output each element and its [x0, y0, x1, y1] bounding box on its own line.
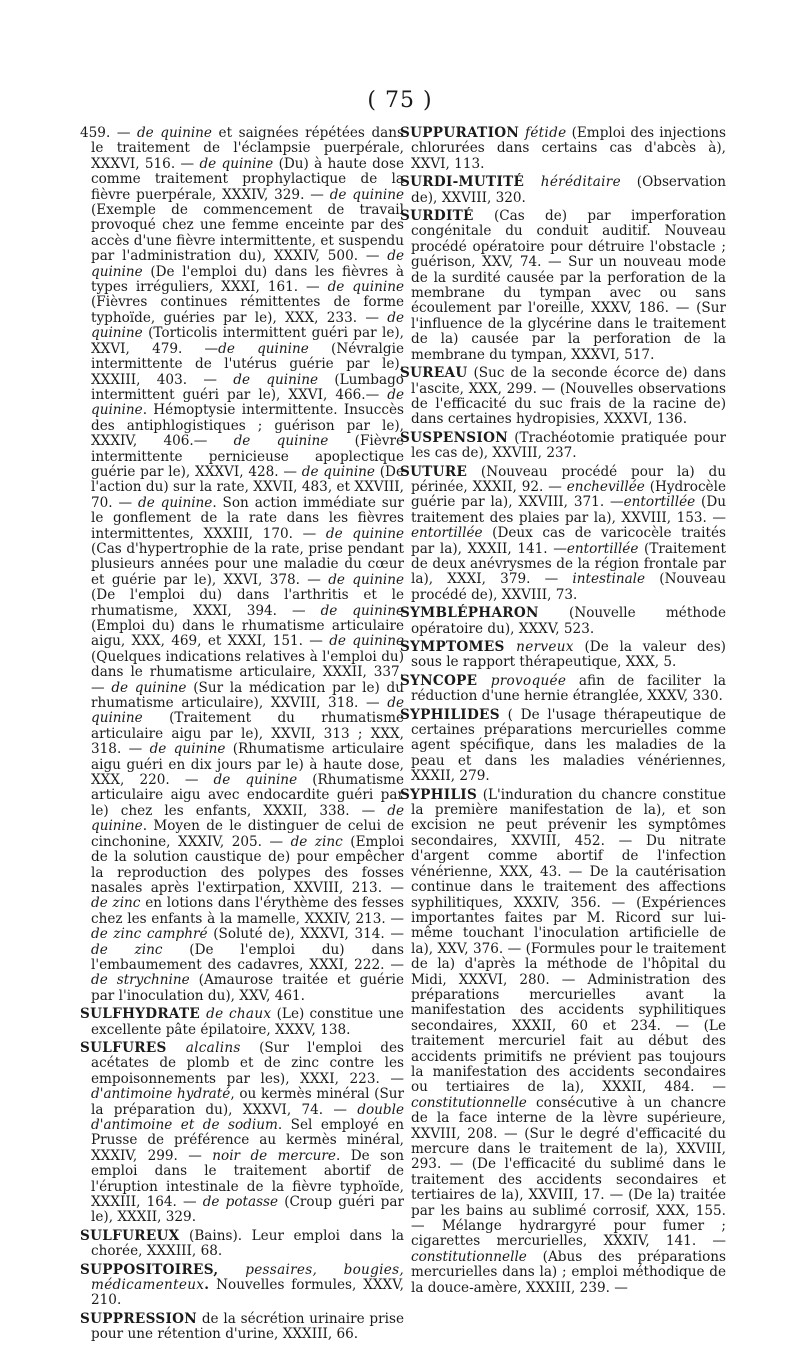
index-entry: [80, 1229, 404, 1260]
entry-headword: SUSPENSION: [400, 429, 508, 446]
entry-text: (L'induration du chancre constitue la première manifestation de la), et son excision ne peut prévenir les symptômes secondaires, XXVIII, 452. — Du nitrate d'argent comme abortif de l'infection vénérienne, XXX, 43. — De la cautérisation continue dans le traitement des affections syphilitiques, XXXIV, 356. — (Expériences importantes faites par M. Ricord sur lui-même touchant l'inoculation artificielle de la), XXV, 376. — (Formules pour le traitement de la) d'après la méthode de l'hôpital du Midi, XXXVI, 280. — Administration des préparations mercurielles avant la manifestation des accidents syphilitiques secondaires, XXXII, 60 et 234. — (Le traitement mercuriel fait au début des accidents primitifs ne prévient pas toujours la manifestation des accidents secondaires ou tertiaires de la), XXXII, 484. — constitutionnelle consécutive à un chancre de la face interne de la lèvre supérieure, XXVIII, 208. — (Sur le degré d'efficacité du mercure dans le traitement de la), XXVIII, 293. — (De l'efficacité du sublimé dans le traitement des accidents secondaires et tertiaires de la), XXVIII, 17. — (De la) traitée par les bains au sublimé corrosif, XXX, 155. — Mélange hydrargyré pour fumer ; cigarettes mercurielles, XXXIV, 141. —constitutionnelle (Abus des préparations mercurielles dans la) ; emploi méthodique de la douce-amère, XXXIII, 239. —: [411, 786, 726, 1296]
index-entry: [80, 1312, 404, 1343]
entry-text: (De la valeur des) sous le rapport thérapeutique, XXX, 5.: [411, 639, 726, 671]
entry-text: 459. — de quinine et saignées répétées dans le traitement de l'éclampsie puerpérale, XXXVI, 516. — de quinine (Du) à haute dose comme traitement prophylactique de la fièvre puerpérale, XXXIV, 329. — de quinine (Exemple de commencement de travail provoqué chez une femme enceinte par des accès d'une fièvre intermittente, et suspendu par l'administration du), XXXIV, 500. — de quinine (De l'emploi du) dans les fièvres à types irréguliers, XXXI, 161. — de quinine (Fièvres continues rémittentes de forme typhoïde, guéries par le), XXX, 233. — de quinine (Torticolis intermittent guéri par le), XXVI, 479. —de quinine (Névralgie intermittente de l'utérus guérie par le), XXXIII, 403. — de quinine (Lumbago intermittent guéri par le), XXVI, 466.— de quinine. Hémoptysie intermittente. Insuccès des antiphlogistiques ; guérison par le), XXXIV, 406.— de quinine (Fièvre intermittente pernicieuse apoplectique guérie par le), XXXVI, 428. — de quinine (De l'action du) sur la rate, XXVII, 483, et XXVIII, 70. — de quinine. Son action immédiate sur le gonflement de la rate dans les fièvres intermittentes, XXXIII, 170. — de quinine (Cas d'hypertrophie de la rate, prise pendant plusieurs années pour une maladie du cœur et guérie par le), XXVI, 378. — de quinine (De l'emploi du) dans l'arthritis et le rhumatisme, XXXI, 394. — de quinine (Emploi du) dans le rhumatisme articulaire aigu, XXX, 469, et XXXI, 151. — de quinine (Quelques indications relatives à l'emploi du) dans le rhumatisme articulaire, XXXII, 337. — de quinine (Sur la médication par le) du rhumatisme articulaire), XXVIII, 318. — de quinine (Traitement du rhumatisme articulaire aigu par le), XXVII, 313 ; XXX, 318. — de quinine (Rhumatisme articulaire aigu guéri en dix jours par le) à haute dose, XXX, 220. — de quinine (Rhumatisme articulaire aigu avec endocardite guéri par le) chez les enfants, XXXII, 338. — de quinine. Moyen de le distinguer de celui de cinchonine, XXXIV, 205. — de zinc (Emploi de la solution caustique de) pour empêcher la reproduction des polypes des fosses nasales après l'extirpation, XXVIII, 213. — de zinc en lotions dans l'érythème des fesses chez les enfants à la mamelle, XXXIV, 213. — de zinc camphré (Soluté de), XXXVI, 314. —de zinc (De l'emploi du) dans l'embaumement des cadavres, XXXI, 222. — de strychnine (Amaurose traitée et guérie par l'inoculation du), XXV, 461.: [80, 125, 405, 1004]
index-entry: [400, 708, 726, 785]
entry-text: (Trachéotomie pratiquée pour les cas de), XXVIII, 237.: [411, 429, 726, 462]
index-entry: [400, 175, 726, 206]
entry-headword: SUPPURATION fétide: [400, 125, 567, 141]
entry-text: Nouvelles formules, XXXV, 210.: [91, 1277, 404, 1309]
entry-headword: SUTURE: [400, 463, 468, 480]
entry-headword: SYNCOPE provoquée: [400, 672, 567, 689]
entry-text: de la sécrétion urinaire prise pour une rétention d'urine, XXXIII, 66.: [91, 1310, 404, 1343]
right-column: [400, 126, 726, 1299]
page-number: ( 75 ): [367, 88, 433, 113]
entry-headword: SUPPOSITOIRES, pessaires, bougies, médicamenteux.: [80, 1261, 405, 1294]
index-entry: [80, 1263, 404, 1309]
entry-headword: SULFHYDRATE de chaux: [80, 1006, 272, 1023]
entry-text: ( De l'usage thérapeutique de certaines préparations mercurielles comme agent spécifique, dans les maladies de la peau et dans les maladies vénériennes, XXXII, 279.: [411, 706, 726, 785]
entry-text: (Nouvelle méthode opératoire du), XXXV, 523.: [411, 605, 726, 637]
entry-headword: SYPHILIS: [400, 786, 478, 803]
index-entry: [400, 366, 726, 428]
entry-headword: SURDI-MUTITÉ héréditaire: [400, 174, 621, 191]
index-entry: [400, 606, 726, 637]
entry-text: (Nouveau procédé pour la) du périnée, XXXII, 92. — enchevillée (Hydrocèle guérie par la), XXVIII, 371. —entortillée (Du traitement des plaies par la), XXVIII, 153. — entortillée (Deux cas de varicocèle traités par la), XXXII, 141. —entortillée (Traitement de deux anévrysmes de la région frontale par la), XXXI, 379. — intestinale (Nouveau procédé de), XXVIII, 73.: [411, 463, 727, 603]
entry-text: (Cas de) par imperforation congénitale du conduit auditif. Nouveau procédé opératoire pour détruire l'obstacle ; guérison, XXV, 74. — Sur un nouveau mode de la surdité causée par la perforation de la membrane du tympan avec ou sans écoulement par l'oreille, XXXV, 186. — (Sur l'influence de la glycérine dans le traitement de la) causée par la perforation de la membrane du tympan, XXXVI, 517.: [411, 208, 726, 363]
index-entry: [400, 209, 726, 363]
entry-text: (Observation de), XXVIII, 320.: [411, 174, 726, 206]
index-entry: [400, 640, 726, 671]
entry-text: (Suc de la seconde écorce de) dans l'ascite, XXX, 299. — (Nouvelles observations de l'efficacité du suc frais de la racine de) dans certaines hydropisies, XXXVI, 136.: [411, 365, 726, 428]
index-entry: [400, 788, 726, 1296]
index-entry: [400, 431, 726, 462]
entry-text: afin de faciliter la réduction d'une hernie étranglée, XXXV, 330.: [411, 672, 726, 705]
entry-headword: SUREAU: [400, 365, 468, 382]
entry-text: (Bains). Leur emploi dans la chorée, XXXIII, 68.: [91, 1227, 404, 1260]
left-column: [80, 126, 404, 1346]
index-entry: [80, 1041, 404, 1226]
entry-text: (Le) constitue une excellente pâte épilatoire, XXXV, 138.: [91, 1006, 404, 1038]
index-entry: [80, 126, 404, 1004]
index-entry: [400, 465, 726, 604]
entry-text: (Sur l'emploi des acétates de plomb et de zinc contre les empoisonnements par les), XXXI, 223. — d'antimoine hydraté, ou kermès minéral (Sur la préparation du), XXXVI, 74. — double d'antimoine et de sodium. Sel employé en Prusse de préférence au kermès minéral, XXXIV, 299. — noir de mercure. De son emploi dans le traitement abortif de l'éruption intestinale de la fièvre typhoïde, XXXIII, 164. — de potasse (Croup guéri par le), XXXII, 329.: [91, 1039, 405, 1226]
entry-headword: SYMBLÉPHARON: [400, 605, 539, 622]
entry-headword: SURDITÉ: [400, 208, 474, 225]
entry-headword: SYMPTOMES nerveux: [400, 639, 574, 655]
entry-headword: SULFUREUX: [80, 1227, 180, 1244]
index-entry: [80, 1007, 404, 1038]
entry-headword: SYPHILIDES: [400, 706, 500, 723]
index-entry: [400, 126, 726, 172]
entry-headword: SULFURES alcalins: [80, 1039, 241, 1056]
index-entry: [400, 674, 726, 705]
entry-headword: SUPPRESSION: [80, 1310, 198, 1327]
entry-text: (Emploi des injections chlorurées dans certains cas d'abcès à), XXVI, 113.: [411, 125, 726, 172]
